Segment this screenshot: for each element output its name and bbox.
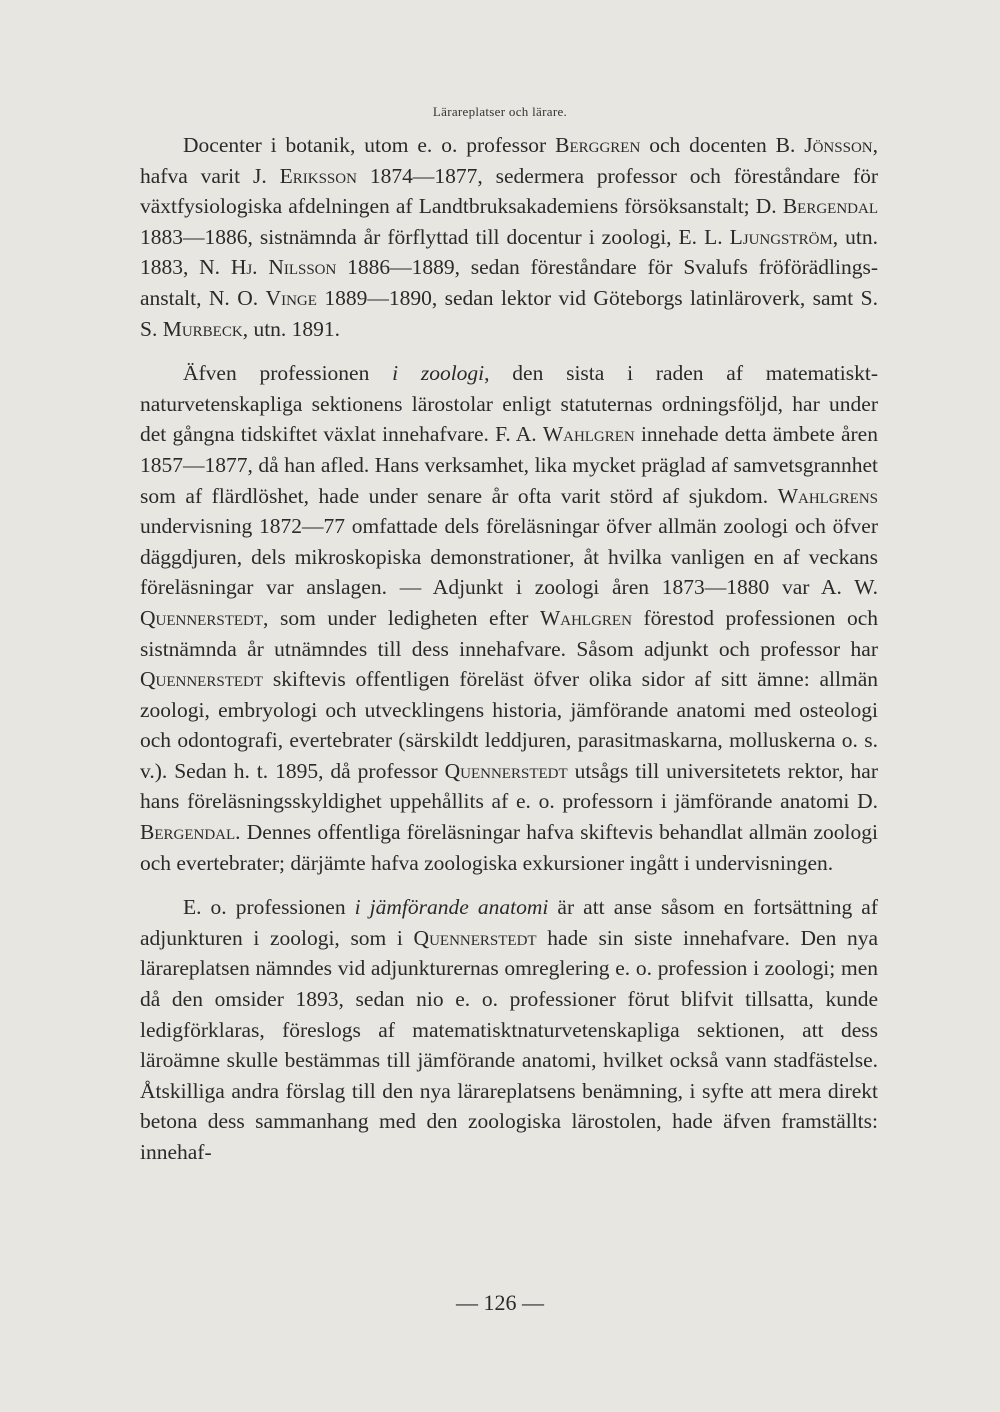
text-run: och docenten B. (640, 133, 805, 157)
text-run: 1883—1886, sistnämnda år förflyttad till docentur i zoologi, E. L. (140, 224, 730, 249)
italic-term: i zoologi (392, 361, 485, 386)
text-run: Docenter i botanik, utom e. o. professor (183, 133, 556, 157)
paragraph-p1 (140, 130, 878, 344)
text-run: skiftevis offentligen föreläst öfver olika sidor af sitt ämne: allmän zoologi, embryologi och utvecklingens historia, jämförande anatomi med osteologi och odontografi, evertebrater (särskildt leddjuren, parasitmaskarna, molluskerna o. s. v.). Sedan h. t. 1895, då professor (140, 667, 878, 783)
text-run: , utn. 1883, N. (140, 224, 878, 280)
small-caps-name: Quennerstedt (140, 667, 264, 692)
text-run: , utn. 1891. (242, 316, 341, 341)
text-run: förestod professionen och sistnämnda år utnämndes till dess innehafvare. Såsom adjunkt och professor har (140, 605, 878, 661)
small-caps-name: Jönsson (804, 133, 873, 157)
text-run: undervisning 1872—77 omfattade dels föreläsningar öfver allmän zoologi och öfver däggdjuren, dels mikroskopiska demonstrationer, åt hvilka vanligen en af veckans föreläsningar var anslagen. — Adjunkt i zoologi åren 1873—1880 var A. W. (140, 514, 878, 600)
page-number: — 126 — (456, 1290, 544, 1315)
small-caps-name: Wahlgren (539, 605, 632, 630)
small-caps-name: Eriksson (279, 163, 357, 188)
small-caps-name: Berggren (555, 133, 641, 157)
small-caps-name: Vinge (265, 285, 317, 310)
text-run: Äfven professionen (183, 361, 393, 386)
text-run: hade sin siste innehafvare. Den nya lärareplatsen nämndes vid adjunkturernas omreglering e. o. profession i zoologi; men då den omsider 1893, sedan nio e. o. professioner förut blifvit tillsatta, kunde ledigförklaras, föreslogs af matematisktnaturvetenskapliga sektionen, att dess läroämne skulle bestämmas till jämförande anatomi, hvilket också vann stadfästelse. Åtskilliga andra förslag till den nya lärareplatsens benämning, i syfte att mera direkt betona dess sammanhang med den zoologiska lärostolen, hade äfven framställts: innehaf- (140, 925, 879, 1164)
small-caps-name: Quennerstedt (444, 758, 568, 783)
text-run: , som under ledigheten efter (263, 605, 540, 630)
text-run: 1886—1889, sedan föreståndare för Svalufs fröförädlings-anstalt, N. O. (140, 255, 878, 310)
small-caps-name: Wahlgrens (777, 483, 878, 508)
running-header: Lärareplatser och lärare. (432, 104, 568, 119)
text-run: E. o. professionen (183, 895, 355, 920)
italic-term: i jämförande anatomi (354, 895, 549, 920)
text-run: , den sista i raden af matematiskt-naturvetenskapliga sektionens lärostolar enligt statuternas ordningsföljd, har under det gångna tidskiftet växlat innehafvare. F. A. (140, 361, 878, 447)
text-run: utsågs till universitetets rektor, har hans föreläsningsskyldighet uppehållits af e. o. professorn i jämförande anatomi D. (140, 758, 878, 814)
text-run: . Dennes offentliga föreläsningar hafva skiftevis behandlat allmän zoologi och evertebrater; därjämte hafva zoologiska exkursioner ingått i undervisningen. (140, 820, 878, 875)
small-caps-name: Bergendal (782, 194, 878, 219)
small-caps-name: Bergendal (140, 820, 236, 845)
small-caps-name: Quennerstedt (140, 605, 264, 630)
paragraph-p3 (140, 892, 878, 1167)
text-run: , hafva varit J. (140, 133, 878, 188)
small-caps-name: Wahlgren (542, 422, 635, 447)
small-caps-name: Ljungström (729, 224, 833, 249)
body-text (140, 130, 878, 1168)
small-caps-name: Hj. Nilsson (230, 255, 337, 280)
text-run: är att anse såsom en fortsättning af adjunkturen i zoologi, som i (140, 895, 878, 950)
small-caps-name: Murbeck (162, 316, 243, 341)
text-run: 1874—1877, sedermera professor och föreståndare för växtfysiologiska afdelningen af Landtbruksakademiens försöksanstalt; D. (140, 163, 878, 219)
small-caps-name: Quennerstedt (413, 925, 537, 950)
paragraph-p2 (140, 358, 878, 878)
text-run: 1889—1890, sedan lektor vid Göteborgs latinläroverk, samt S. S. (140, 285, 878, 341)
text-run: innehade detta ämbete åren 1857—1877, då han afled. Hans verksamhet, lika mycket präglad af samvetsgrannhet som af flärdlöshet, hade under senare år ofta varit störd af sjukdom. (140, 422, 878, 508)
